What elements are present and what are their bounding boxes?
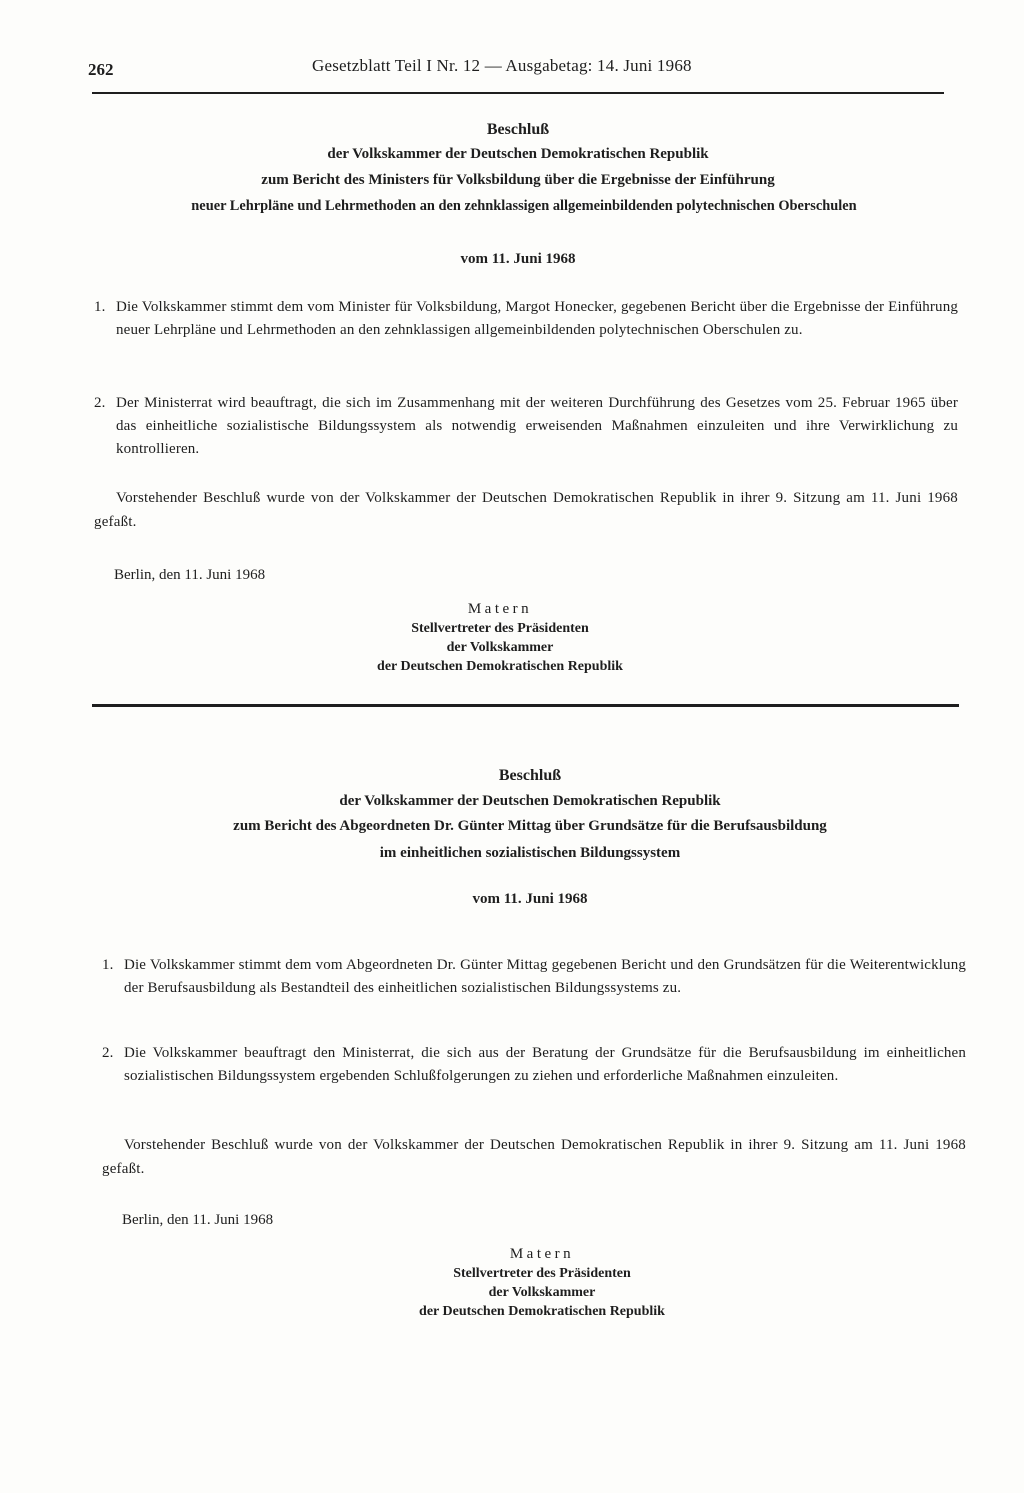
header-rule (92, 92, 944, 94)
place-date: Berlin, den 11. Juni 1968 (122, 1212, 274, 1228)
signatory-title-line: der Deutschen Demokratischen Republik (377, 659, 623, 674)
item-number: 1. (102, 957, 114, 973)
resolution-item (102, 954, 966, 1000)
closing-statement: Vorstehender Beschluß wurde von der Volkskammer der Deutschen Demokratischen Republik in ihrer 9. Sitzung am 11. Juni 1968 gefaßt. (94, 490, 958, 530)
running-head: Gesetzblatt Teil I Nr. 12 — Ausgabetag: 14. Juni 1968 (312, 56, 692, 75)
signatory-title-line: Stellvertreter des Präsidenten (411, 621, 589, 636)
signatory-title-line: der Deutschen Demokratischen Republik (419, 1304, 665, 1319)
item-number: 2. (94, 395, 106, 411)
item-text: Die Volkskammer stimmt dem vom Abgeordneten Dr. Günter Mittag gegebenen Bericht und den Grundsätzen für die Weiterentwicklung der Berufsausbildung als Bestandteil des einheitlichen sozialistischen Bildungssystems zu. (124, 957, 966, 996)
item-number: 1. (94, 299, 106, 315)
resolution-item (94, 296, 958, 342)
resolution-subtitle-line: der Volkskammer der Deutschen Demokratischen Republik (327, 146, 709, 162)
signature-block (330, 600, 670, 676)
page-number: 262 (88, 60, 114, 79)
resolution-date: vom 11. Juni 1968 (472, 891, 588, 907)
resolution-title: Beschluß (486, 121, 550, 138)
closing-statement: Vorstehender Beschluß wurde von der Volkskammer der Deutschen Demokratischen Republik in ihrer 9. Sitzung am 11. Juni 1968 gefaßt. (102, 1137, 966, 1177)
item-number: 2. (102, 1045, 114, 1061)
resolution-subtitle-line: neuer Lehrpläne und Lehrmethoden an den zehnklassigen allgemeinbildenden polytechnischen Oberschulen (191, 198, 857, 214)
signatory-name: Matern (467, 601, 533, 617)
item-text: Die Volkskammer stimmt dem vom Minister für Volksbildung, Margot Honecker, gegebenen Bericht über die Ergebnisse der Einführung neuer Lehrpläne und Lehrmethoden an den zehnklassigen allgemeinbildenden polytechnischen Oberschulen zu. (116, 299, 958, 338)
item-text: Der Ministerrat wird beauftragt, die sich im Zusammenhang mit der weiteren Durchführung des Gesetzes vom 25. Februar 1965 über das einheitliche sozialistische Bildungssystem als notwendig erweisenden Maßnahmen einzuleiten und ihre Verwirklichung zu kontrollieren. (116, 395, 958, 457)
signatory-title-line: der Volkskammer (488, 1285, 596, 1300)
signature-block (372, 1245, 712, 1321)
section-divider (92, 704, 959, 707)
resolution-title: Beschluß (498, 767, 562, 784)
resolution-subtitle-line: im einheitlichen sozialistischen Bildungssystem (379, 845, 681, 861)
signatory-title-line: Stellvertreter des Präsidenten (453, 1266, 631, 1281)
signatory-name: Matern (509, 1246, 575, 1262)
place-date: Berlin, den 11. Juni 1968 (114, 567, 266, 583)
resolution-item (94, 392, 958, 461)
item-text: Die Volkskammer beauftragt den Ministerrat, die sich aus der Beratung der Grundsätze für die Berufsausbildung im einheitlichen sozialistischen Bildungssystem ergebenden Schlußfolgerungen zu ziehen und erforderliche Maßnahmen einzuleiten. (124, 1045, 966, 1084)
resolution-item (102, 1042, 966, 1088)
signatory-title-line: der Volkskammer (446, 640, 554, 655)
resolution-subtitle-line: der Volkskammer der Deutschen Demokratischen Republik (339, 793, 721, 809)
resolution-date: vom 11. Juni 1968 (460, 251, 576, 267)
resolution-subtitle-line: zum Bericht des Abgeordneten Dr. Günter Mittag über Grundsätze für die Berufsausbildung (233, 818, 827, 834)
resolution-subtitle-line: zum Bericht des Ministers für Volksbildung über die Ergebnisse der Einführung (261, 172, 775, 188)
